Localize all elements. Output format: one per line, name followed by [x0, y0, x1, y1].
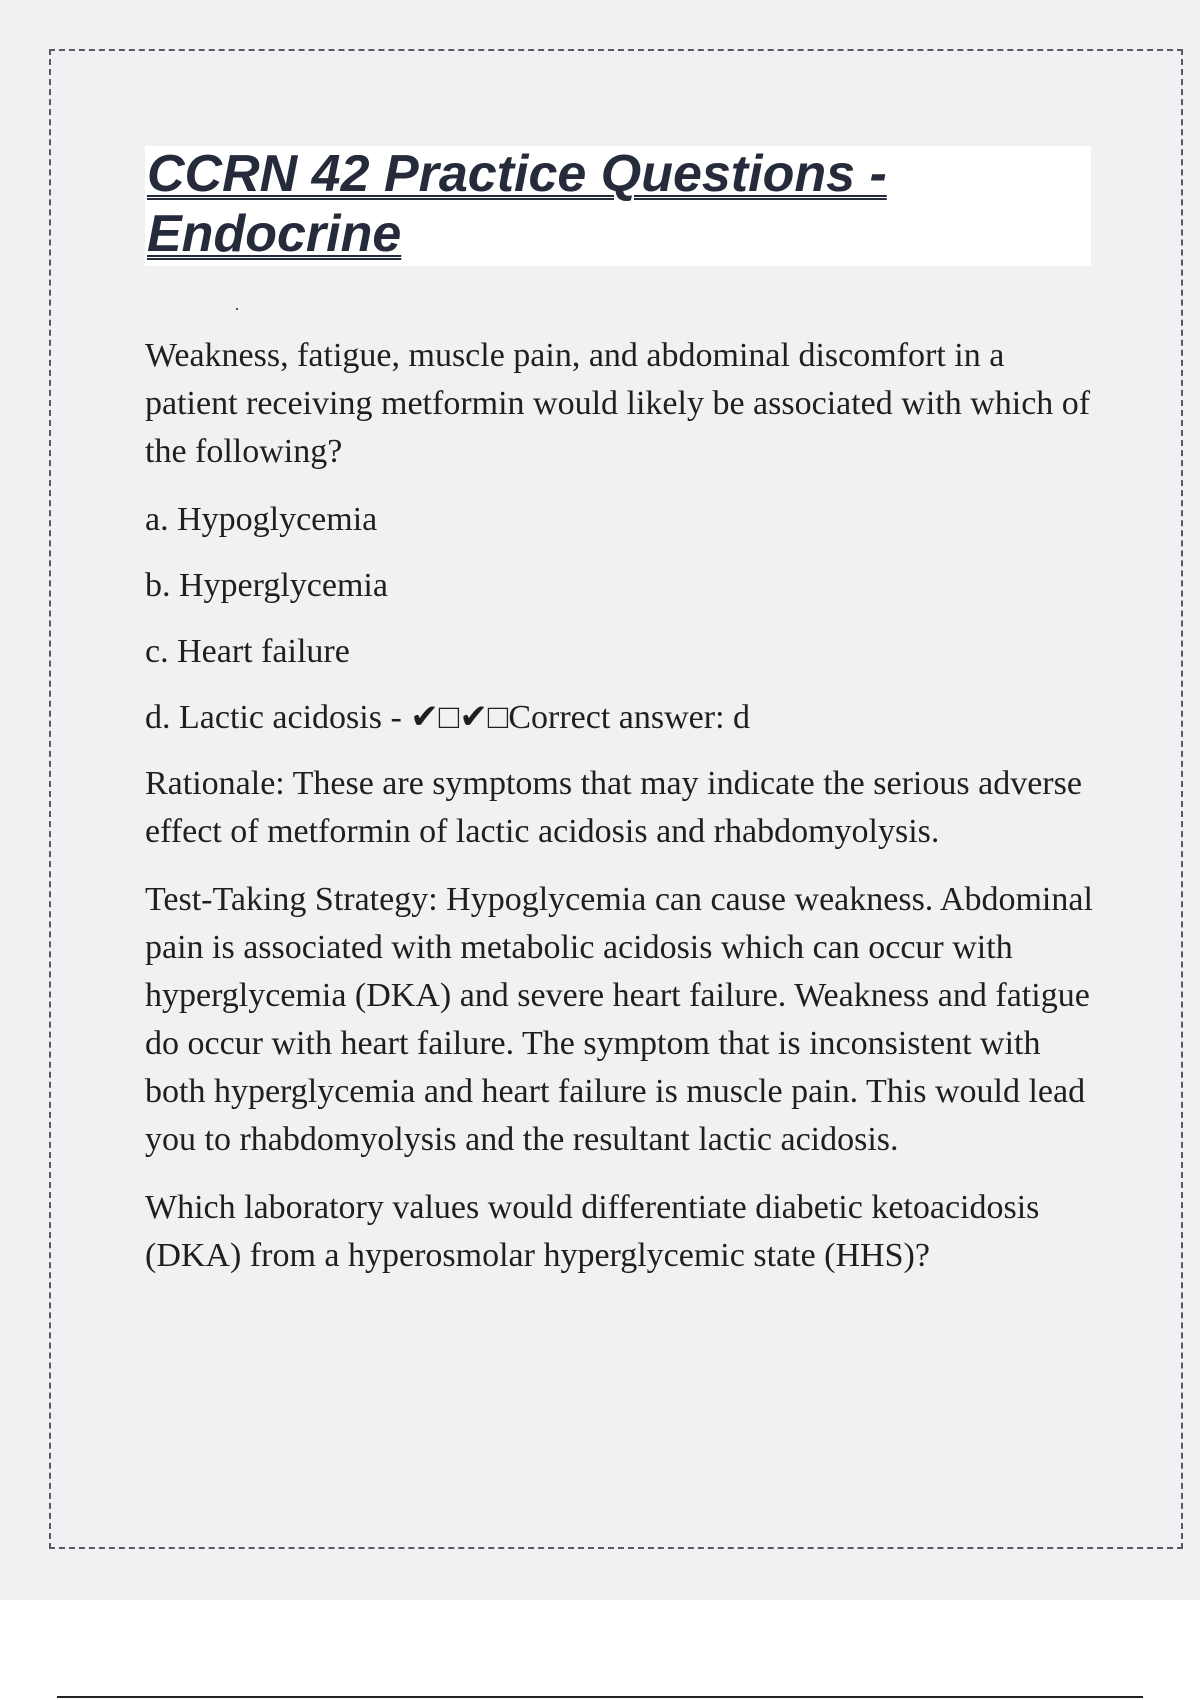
option-b: b. Hyperglycemia — [145, 567, 388, 604]
option-a: a. Hypoglycemia — [145, 501, 378, 538]
option-d-correct-answer: d. Lactic acidosis - ✔□✔□Correct answer: d — [145, 699, 751, 736]
stray-dot — [236, 308, 238, 310]
document-title — [147, 144, 1077, 264]
question-1-stem: Weakness, fatigue, muscle pain, and abdominal discomfort in a patient receiving metformin would likely be associated with which of the following? — [145, 337, 1091, 470]
test-taking-strategy: Test-Taking Strategy: Hypoglycemia can cause weakness. Abdominal pain is associated with metabolic acidosis which can occur with hyperglycemia (DKA) and severe heart failure. Weakness and fatigue do occur with heart failure. The symptom that is inconsistent with both hyperglycemia and heart failure is muscle pain. This would lead you to rhabdomyolysis and the resultant lactic acidosis. — [145, 881, 1093, 1158]
title-line-2: Endocrine — [147, 205, 402, 263]
bottom-divider — [57, 1696, 1143, 1698]
option-c: c. Heart failure — [145, 633, 350, 670]
question-2-stem: Which laboratory values would differentiate diabetic ketoacidosis (DKA) from a hyperosmolar hyperglycemic state (HHS)? — [145, 1189, 1040, 1274]
question-content — [145, 332, 1095, 1300]
rationale: Rationale: These are symptoms that may indicate the serious adverse effect of metformin of lactic acidosis and rhabdomyolysis. — [145, 765, 1082, 850]
title-line-1: CCRN 42 Practice Questions - — [147, 145, 887, 203]
